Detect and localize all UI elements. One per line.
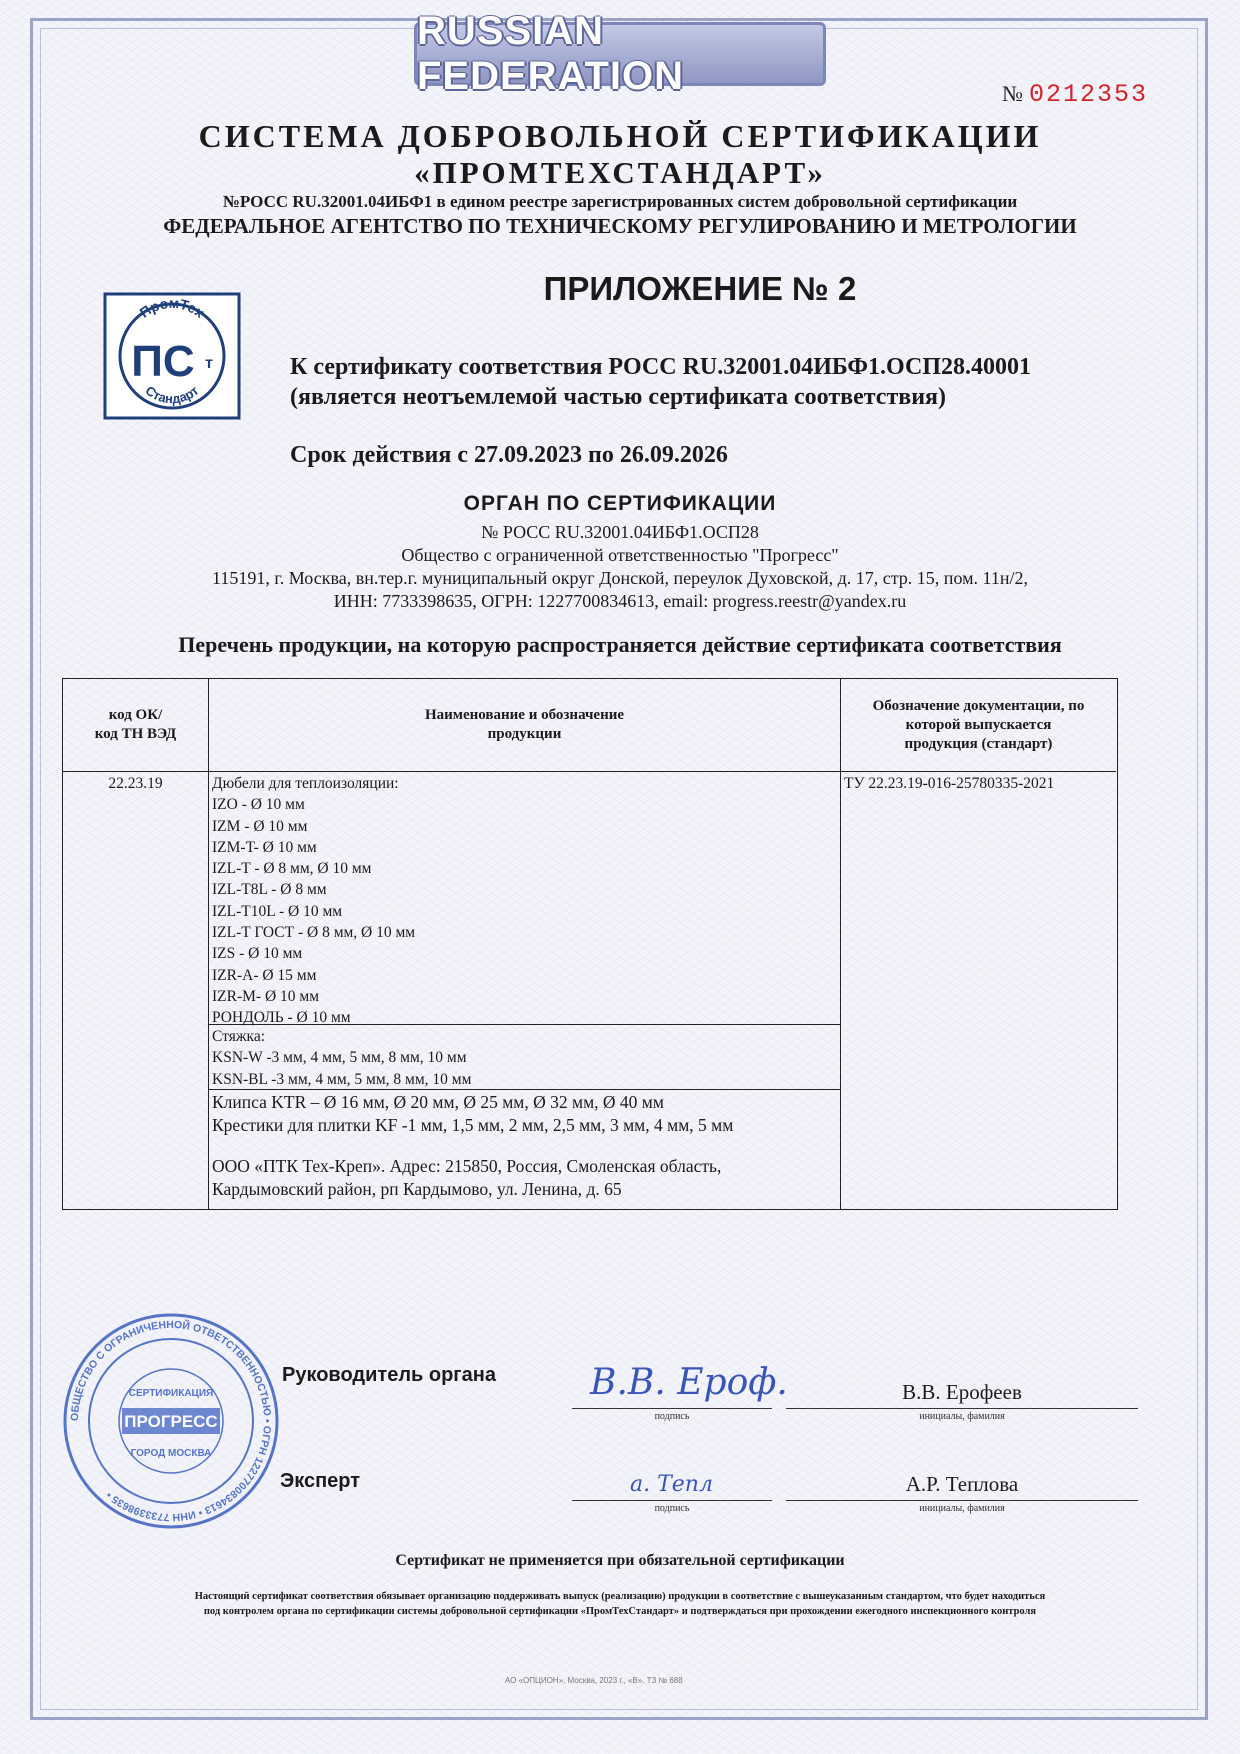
product-code: 22.23.19	[108, 775, 163, 792]
appendix-title: ПРИЛОЖЕНИЕ № 2	[543, 270, 857, 307]
list-item: IZL-T10L - Ø 10 мм	[212, 902, 343, 920]
list-item: РОНДОЛЬ - Ø 10 мм	[212, 1009, 351, 1027]
list-item: KSN-BL -3 мм, 4 мм, 5 мм, 8 мм, 10 мм	[212, 1070, 472, 1088]
serial-number	[1002, 80, 1148, 109]
list-item: Дюбели для теплоизоляции:	[212, 775, 399, 792]
logo-top-text: ПромТех	[136, 294, 208, 321]
list-item: IZL-T8L - Ø 8 мм	[212, 881, 327, 899]
list-item: Стяжка:	[212, 1028, 266, 1045]
organization-stamp	[60, 1310, 282, 1532]
head-label: Руководитель органа	[282, 1364, 496, 1386]
expert-label: Эксперт	[280, 1470, 361, 1492]
expert-signature-line	[572, 1500, 772, 1501]
logo-mark: ПС	[131, 337, 195, 386]
expert-name: А.Р. Теплова	[905, 1472, 1019, 1496]
list-item: IZM-T- Ø 10 мм	[212, 838, 317, 856]
list-item: Крестики для плитки KF -1 мм, 1,5 мм, 2 мм, 2,5 мм, 3 мм, 4 мм, 5 мм	[212, 1115, 734, 1135]
certificate-note: (является неотъемлемой частью сертификата соответствия)	[290, 384, 947, 410]
mandatory-notice: Сертификат не применяется при обязательной сертификации	[395, 1552, 845, 1569]
head-signature-line	[572, 1408, 772, 1409]
expert-name-caption: инициалы, фамилия	[919, 1503, 1005, 1514]
stamp-lower-text: ГОРОД МОСКВА	[130, 1448, 212, 1459]
stamp-upper-text: СЕРТИФИКАЦИЯ	[128, 1388, 214, 1399]
product-standard: ТУ 22.23.19-016-25780335-2021	[844, 775, 1055, 792]
product-group-dowels	[212, 773, 415, 1029]
country-ribbon	[414, 9, 826, 98]
product-list-title: Перечень продукции, на которую распространяется действие сертификата соответствия	[178, 632, 1062, 657]
list-item: ООО «ПТК Тех-Креп». Адрес: 215850, Россия, Смоленская область,	[212, 1156, 722, 1176]
list-item: IZL-T - Ø 8 мм, Ø 10 мм	[212, 860, 372, 878]
product-group-ties	[212, 1026, 471, 1090]
stamp-center-text: ПРОГРЕСС	[124, 1412, 218, 1431]
list-item: KSN-W -3 мм, 4 мм, 5 мм, 8 мм, 10 мм	[212, 1049, 467, 1067]
system-title: СИСТЕМА ДОБРОВОЛЬНОЙ СЕРТИФИКАЦИИ	[198, 118, 1042, 154]
expert-signature: а. Тепл	[630, 1472, 713, 1497]
promtekh-logo	[103, 292, 241, 420]
ribbon-text: RUSSIAN FEDERATION	[417, 9, 685, 98]
list-item: IZM - Ø 10 мм	[212, 817, 308, 835]
list-item: IZL-T ГОСТ - Ø 8 мм, Ø 10 мм	[212, 924, 416, 942]
header-code: код ОК/ код ТН ВЭД	[94, 707, 177, 742]
footer-fine-print-2: под контролем органа по сертификации системы добровольной сертификации «ПромТехСтандарт» и подтверждаться при прохождении ежегодного инспекционного контроля	[203, 1606, 1037, 1617]
system-name: «ПРОМТЕХСТАНДАРТ»	[414, 155, 826, 190]
logo-small-mark: т	[205, 355, 213, 372]
head-name: В.В. Ерофеев	[902, 1380, 1022, 1404]
header-standard: Обозначение документации, по которой выпускается продукция (стандарт)	[872, 697, 1085, 752]
product-group-clips	[212, 1091, 733, 1201]
list-item: Клипса KTR – Ø 16 мм, Ø 20 мм, Ø 25 мм, Ø 32 мм, Ø 40 мм	[212, 1092, 664, 1112]
expert-name-line	[786, 1500, 1138, 1501]
footer-fine-print-1: Настоящий сертификат соответствия обязывает организацию поддерживать выпуск (реализацию) продукции в соответствие с вышеуказанным стандартом, что будет находиться	[194, 1591, 1046, 1602]
serial-value: 0212353	[1028, 80, 1148, 109]
head-name-line	[786, 1408, 1138, 1409]
certification-body-number: № РОСС RU.32001.04ИБФ1.ОСП28	[481, 522, 759, 542]
list-item: IZR-M- Ø 10 мм	[212, 987, 320, 1005]
certification-body-address: 115191, г. Москва, вн.тер.г. муниципальный округ Донской, переулок Духовской, д. 17, стр. 15, пом. 11н/2,	[212, 568, 1028, 588]
certificate-reference: К сертификату соответствия РОСС RU.32001.04ИБФ1.ОСП28.40001	[290, 354, 1031, 380]
list-item: IZO - Ø 10 мм	[212, 796, 305, 814]
head-signature-caption: подпись	[654, 1411, 690, 1422]
registry-line: №РОСС RU.32001.04ИБФ1 в едином реестре зарегистрированных систем добровольной сертификации	[222, 192, 1018, 211]
validity-period: Срок действия с 27.09.2023 по 26.09.2026	[290, 442, 728, 468]
head-signature: В.В. Ероф.	[590, 1362, 788, 1403]
agency-name: ФЕДЕРАЛЬНОЕ АГЕНТСТВО ПО ТЕХНИЧЕСКОМУ РЕГУЛИРОВАНИЮ И МЕТРОЛОГИИ	[163, 214, 1077, 238]
header-name: Наименование и обозначение продукции	[424, 707, 625, 742]
product-table	[62, 678, 1118, 1210]
logo-bottom-text: Стандарт	[142, 382, 202, 407]
table-header-line	[63, 771, 1116, 772]
list-item: IZS - Ø 10 мм	[212, 945, 303, 963]
expert-signature-caption: подпись	[654, 1503, 690, 1514]
printer-imprint: АО «ОПЦИОН», Москва, 2023 г., «В». ТЗ № 688	[505, 1676, 683, 1685]
serial-label: №	[1001, 81, 1023, 106]
certification-body-ids: ИНН: 7733398635, ОГРН: 1227700834613, email: progress.reestr@yandex.ru	[333, 591, 907, 611]
stamp-ring-text: ОБЩЕСТВО С ОГРАНИЧЕННОЙ ОТВЕТСТВЕННОСТЬЮ • ОГРН 1227700834613 • ИНН 7733398635 •	[68, 1318, 274, 1524]
list-item: IZR-A- Ø 15 мм	[212, 966, 317, 984]
head-name-caption: инициалы, фамилия	[919, 1411, 1005, 1422]
certification-body-org: Общество с ограниченной ответственностью "Прогресс"	[401, 545, 839, 565]
list-item: Кардымовский район, рп Кардымово, ул. Ленина, д. 65	[212, 1179, 622, 1199]
certification-body-title: ОРГАН ПО СЕРТИФИКАЦИИ	[463, 492, 777, 515]
